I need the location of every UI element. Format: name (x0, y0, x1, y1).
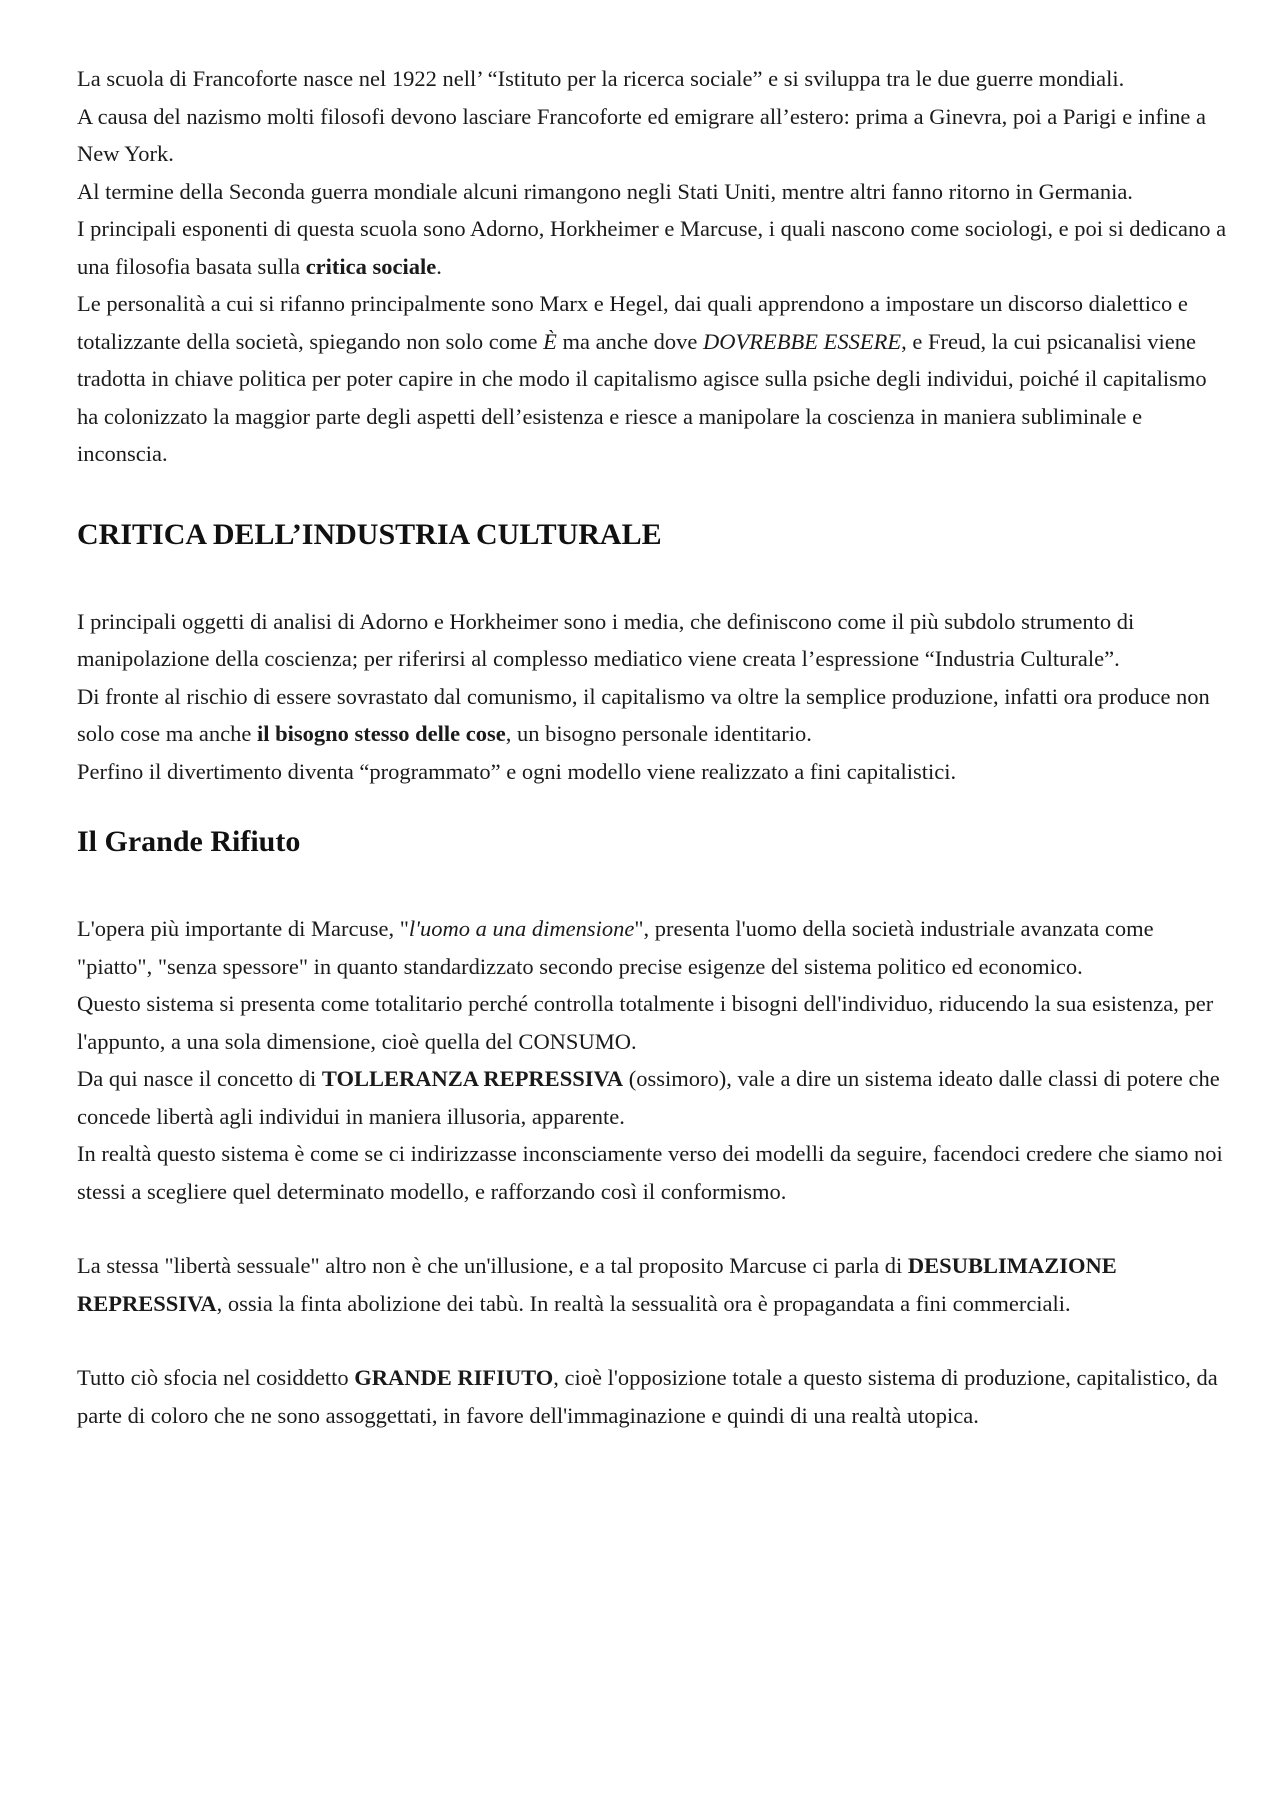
rifiuto-paragraph-2: Questo sistema si presenta come totalitario perché controlla totalmente i bisogni dell'individuo, riducendo la sua esistenza, per l'appunto, a una sola dimensione, cioè quella del CONSUMO. (77, 991, 1214, 1054)
intro-paragraph-1: La scuola di Francoforte nasce nel 1922 nell’ “Istituto per la ricerca sociale” e si sviluppa tra le due guerre mondiali. (77, 66, 1125, 91)
italic-term-e: È (543, 328, 557, 354)
heading-rifiuto-block (77, 824, 1227, 860)
text-span: , un bisogno personale identitario. (505, 721, 812, 746)
bold-term-grande-rifiuto: GRANDE RIFIUTO (354, 1365, 554, 1390)
italic-term-dovrebbe-essere: DOVREBBE ESSERE (703, 328, 902, 354)
document-page (77, 60, 1227, 1434)
text-span: . (436, 253, 442, 279)
industria-paragraph-2 (77, 678, 1227, 753)
text-span: (ossimoro), vale a dire un sistema ideato dalle classi di potere che concede libertà agli individui in maniera illusoria, apparente. (77, 1066, 1220, 1129)
intro-paragraph-5 (77, 285, 1227, 473)
text-span: La stessa "libertà sessuale" altro non è che un'illusione, e a tal proposito Marcuse ci parla di (77, 1253, 908, 1278)
text-span: , cioè l'opposizione totale a questo sistema di produzione, capitalistico, da parte di coloro che ne sono assoggettati, in favore dell'immaginazione e quindi di una realtà utopica. (77, 1365, 1218, 1428)
text-span: Le personalità a cui si rifanno principalmente sono Marx e Hegel, dai quali apprendono a impostare un discorso dialettico e totalizzante della società, spiegando non solo come (77, 291, 1188, 354)
intro-paragraph-2: A causa del nazismo molti filosofi devono lasciare Francoforte ed emigrare all’estero: prima a Ginevra, poi a Parigi e infine a New York. (77, 103, 1206, 166)
industria-section (77, 603, 1227, 791)
rifiuto-paragraph-6 (77, 1359, 1227, 1434)
text-span: , e Freud, la cui psicanalisi viene tradotta in chiave politica per poter capire in che modo il capitalismo agisce sulla psiche degli individui, poiché il capitalismo ha colonizzato la maggior parte degli aspetti dell’esistenza e riesce a manipolare la coscienza in maniera subliminale e inconscia. (77, 328, 1207, 466)
rifiuto-paragraph-4: In realtà questo sistema è come se ci indirizzasse inconsciamente verso dei modelli da seguire, facendoci credere che siamo noi stessi a scegliere quel determinato modello, e rafforzando così il conformismo. (77, 1141, 1223, 1204)
text-span: Di fronte al rischio di essere sovrastato dal comunismo, il capitalismo va oltre la semplice produzione, infatti ora produce non solo cose ma anche (77, 683, 1210, 746)
intro-section (77, 60, 1227, 473)
intro-paragraph-3: Al termine della Seconda guerra mondiale alcuni rimangono negli Stati Uniti, mentre altri fanno ritorno in Germania. (77, 178, 1133, 204)
bold-term-bisogno: il bisogno stesso delle cose (256, 721, 506, 746)
text-span: ma anche dove (556, 328, 704, 354)
text-span: Da qui nasce il concetto di (77, 1066, 322, 1091)
heading-industria-block (77, 517, 1227, 553)
rifiuto-paragraph-5 (77, 1247, 1227, 1322)
italic-title-uomo-una-dimensione: l'uomo a una dimensione (408, 916, 635, 941)
text-span: I principali esponenti di questa scuola sono Adorno, Horkheimer e Marcuse, i quali nascono come sociologi, e poi si dedicano a una filosofia basata sulla (77, 216, 1227, 279)
bold-term-desublimazione-repressiva: DESUBLIMAZIONE REPRESSIVA (77, 1253, 1117, 1316)
text-span: ", presenta l'uomo della società industriale avanzata come "piatto", "senza spessore" in quanto standardizzato secondo precise esigenze del sistema politico ed economico. (77, 916, 1154, 979)
text-span: L'opera più importante di Marcuse, " (77, 916, 409, 941)
bold-term-critica-sociale: critica sociale (305, 253, 437, 279)
bold-term-tolleranza-repressiva: TOLLERANZA REPRESSIVA (321, 1066, 624, 1091)
text-span: Tutto ciò sfocia nel cosiddetto (77, 1365, 355, 1390)
industria-paragraph-3: Perfino il divertimento diventa “programmato” e ogni modello viene realizzato a fini capitalistici. (77, 758, 957, 784)
industria-paragraph-1: I principali oggetti di analisi di Adorno e Horkheimer sono i media, che definiscono come il più subdolo strumento di manipolazione della coscienza; per riferirsi al complesso mediatico viene creata l’espressione “Industria Culturale”. (77, 608, 1135, 671)
paragraph-spacer (77, 1322, 1227, 1359)
intro-paragraph-4 (77, 210, 1227, 285)
heading-critica-industria-culturale: CRITICA DELL’INDUSTRIA CULTURALE (77, 517, 662, 551)
rifiuto-section (77, 910, 1227, 1434)
paragraph-spacer (77, 1210, 1227, 1247)
rifiuto-paragraph-3 (77, 1060, 1227, 1135)
text-span: , ossia la finta abolizione dei tabù. In realtà la sessualità ora è propagandata a fini commerciali. (216, 1290, 1071, 1316)
heading-grande-rifiuto: Il Grande Rifiuto (77, 825, 301, 858)
rifiuto-paragraph-1 (77, 910, 1227, 985)
